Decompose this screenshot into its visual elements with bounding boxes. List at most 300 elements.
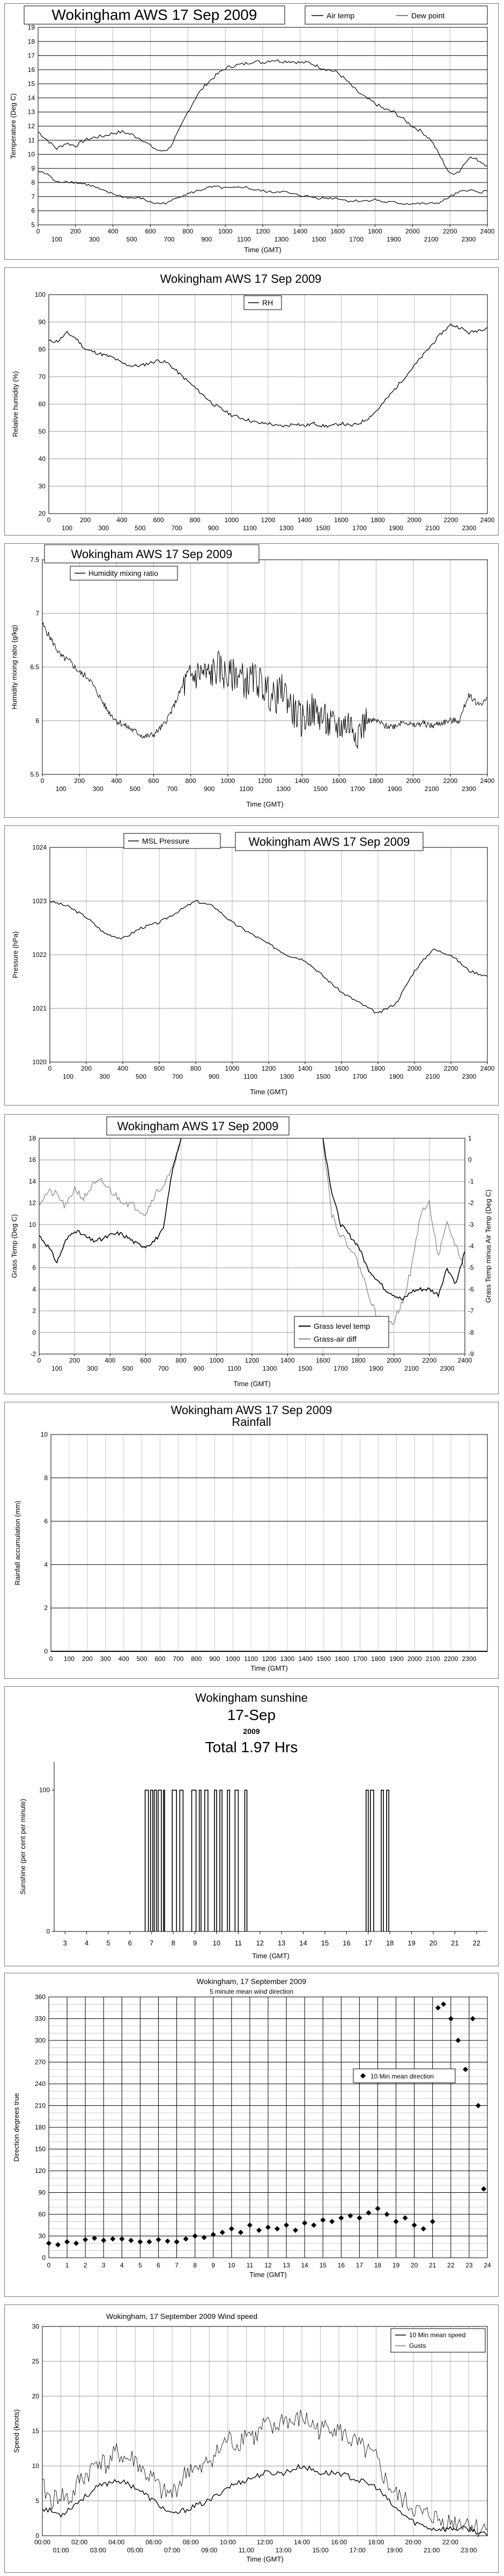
- pressure-ytick-3: 1023: [32, 897, 47, 905]
- sun-bar-15: [366, 1790, 368, 1931]
- sunshine-chart: [4, 1686, 499, 1966]
- temp-xlabel: Time (GMT): [244, 246, 281, 254]
- grass-xtick-bottom-5: 1100: [227, 1365, 241, 1372]
- wind-dir-point-36: [375, 2206, 381, 2211]
- temp-ylabel: Temperature (Deg C): [9, 93, 17, 159]
- pressure-xtick-top-6: 1200: [261, 1065, 276, 1072]
- rain-xtick-0: 0: [49, 1655, 53, 1663]
- pressure-xtick-top-12: 2400: [480, 1065, 495, 1072]
- temp-ytick-12: 17: [27, 52, 35, 60]
- grass-ytick-right-10: 1: [468, 1135, 472, 1142]
- temp-xtick-bottom-5: 1100: [237, 236, 251, 243]
- temp-ytick-7: 12: [27, 122, 35, 130]
- rain-title: Wokingham AWS 17 Sep 2009: [171, 1403, 332, 1417]
- wind-speed-xtick-bottom-1: 03:00: [90, 2546, 106, 2554]
- wind-dir-point-37: [384, 2212, 390, 2217]
- wind-dir-ytick-2: 60: [38, 2211, 46, 2218]
- grass-xtick-bottom-6: 1300: [262, 1365, 277, 1372]
- temp-xtick-bottom-10: 2100: [424, 236, 439, 243]
- mix-ytick-0: 5.5: [30, 771, 39, 778]
- pressure-xtick-bottom-6: 1300: [279, 1073, 294, 1080]
- grass-xtick-top-8: 1600: [315, 1357, 330, 1364]
- wind-dir-ytick-9: 270: [34, 2058, 46, 2066]
- temp-title: Wokingham AWS 17 Sep 2009: [51, 6, 257, 23]
- rain-xtick-22: 2200: [443, 1655, 458, 1663]
- wind-dir-point-5: [92, 2236, 97, 2241]
- rain-xtick-14: 1400: [298, 1655, 313, 1663]
- pressure-xtick-top-4: 800: [190, 1065, 202, 1072]
- rain-xtick-16: 1600: [335, 1655, 350, 1663]
- wind-dir-ylabel: Direction degrees true: [12, 2093, 20, 2162]
- mix-xtick-bottom-0: 100: [55, 785, 66, 793]
- wind-dir-point-43: [435, 2005, 441, 2010]
- grass-ylabel-right: Grass Temp minus Air Temp (Deg C): [484, 1189, 492, 1303]
- temp-ytick-13: 18: [27, 38, 35, 46]
- pressure-xtick-top-5: 1000: [225, 1065, 240, 1072]
- pressure-xtick-top-8: 1600: [334, 1065, 349, 1072]
- wind-speed-xtick-top-11: 22:00: [442, 2538, 458, 2546]
- wind-dir-point-7: [110, 2236, 115, 2242]
- wind-dir-xtick-20: 20: [410, 2262, 418, 2269]
- sun-bar-14: [245, 1790, 247, 1931]
- wind-dir-ytick-10: 300: [34, 2037, 46, 2044]
- sun-xtick-3: 6: [128, 1939, 132, 1947]
- rh-xtick-19: 1900: [389, 524, 403, 532]
- rh-xtick-24: 2400: [480, 516, 495, 524]
- wind-dir-point-45: [448, 2016, 454, 2022]
- wind-speed-xtick-bottom-3: 07:00: [164, 2546, 181, 2554]
- sun-xtick-14: 17: [364, 1939, 373, 1947]
- relative-humidity-chart-svg: [5, 268, 498, 535]
- rain-xtick-10: 1000: [225, 1655, 240, 1663]
- pressure-xlabel: Time (GMT): [250, 1088, 287, 1096]
- wind-direction-chart-svg: [5, 1973, 498, 2296]
- wind-dir-ytick-6: 180: [34, 2124, 46, 2131]
- rh-ylabel: Relative humidity (%): [11, 371, 19, 437]
- wind-dir-point-41: [421, 2226, 426, 2231]
- wind-dir-point-3: [73, 2241, 79, 2246]
- mix-xtick-top-10: 2000: [406, 777, 421, 785]
- pressure-xtick-bottom-3: 700: [172, 1073, 183, 1080]
- mix-title: Wokingham AWS 17 Sep 2009: [71, 547, 233, 561]
- mix-xtick-top-3: 600: [148, 777, 159, 785]
- wind-dir-xtick-3: 3: [101, 2262, 106, 2269]
- sun-xtick-15: 18: [386, 1939, 394, 1947]
- rh-xtick-23: 2300: [462, 524, 477, 532]
- sun-bar-6: [180, 1790, 183, 1931]
- temp-legend-label-0: Air temp: [327, 11, 355, 20]
- grass-xtick-top-7: 1400: [280, 1357, 295, 1364]
- wind-dir-xtick-18: 18: [374, 2262, 382, 2269]
- mix-xtick-top-0: 0: [40, 777, 45, 785]
- grass-ytick-3: 4: [32, 1285, 36, 1293]
- sun-xtick-5: 8: [171, 1939, 175, 1947]
- wind-speed-xtick-top-8: 16:00: [331, 2538, 347, 2546]
- wind-speed-chart-svg: [5, 2305, 498, 2572]
- temp-xtick-top-3: 600: [145, 228, 156, 235]
- wind-dir-xtick-15: 15: [319, 2262, 327, 2269]
- wind-dir-point-0: [46, 2241, 51, 2246]
- wind-direction-chart: [4, 1973, 499, 2297]
- mix-ytick-2: 6.5: [30, 663, 39, 671]
- wind-dir-xtick-6: 6: [157, 2262, 160, 2269]
- grass-xtick-bottom-0: 100: [51, 1365, 63, 1372]
- wind-dir-xtick-22: 22: [447, 2262, 455, 2269]
- sun-xtick-11: 14: [299, 1939, 307, 1947]
- mix-xtick-bottom-11: 2300: [462, 785, 476, 793]
- rh-xtick-2: 200: [80, 516, 91, 524]
- wind-speed-xtick-bottom-5: 11:00: [238, 2546, 254, 2554]
- wind-dir-point-18: [211, 2232, 216, 2237]
- grass-xtick-top-2: 400: [105, 1357, 116, 1364]
- mix-xtick-bottom-10: 2100: [424, 785, 439, 793]
- wind-dir-subtitle: 5 minute mean wind direction: [209, 1988, 294, 1995]
- mix-series-0-line: [42, 623, 487, 749]
- wind-dir-point-9: [128, 2238, 134, 2243]
- wind-speed-title: Wokingham, 17 September 2009 Wind speed: [106, 2312, 258, 2321]
- temp-xtick-bottom-1: 300: [88, 236, 100, 243]
- pressure-ytick-4: 1024: [32, 844, 47, 851]
- grass-temperature-chart-svg: [5, 1115, 498, 1394]
- temp-xtick-bottom-9: 1900: [387, 236, 401, 243]
- wind-dir-point-32: [338, 2215, 344, 2221]
- wind-speed-ytick-1: 5: [35, 2497, 39, 2505]
- pressure-xtick-top-7: 1400: [298, 1065, 313, 1072]
- sunshine-chart-svg: [5, 1687, 498, 1966]
- rain-xtick-21: 2100: [425, 1655, 440, 1663]
- wind-dir-xtick-8: 8: [193, 2262, 197, 2269]
- pressure-xtick-bottom-4: 900: [208, 1073, 220, 1080]
- rain-xtick-11: 1100: [244, 1655, 258, 1663]
- rain-ytick-3: 6: [44, 1517, 48, 1525]
- wind-dir-xtick-11: 11: [246, 2262, 254, 2269]
- temp-xtick-top-0: 0: [36, 228, 40, 235]
- wind-dir-point-49: [476, 2103, 481, 2109]
- wind-speed-ytick-6: 30: [32, 2323, 39, 2330]
- temp-ytick-14: 19: [27, 24, 35, 31]
- wind-speed-xtick-bottom-4: 09:00: [201, 2546, 218, 2554]
- wind-speed-xtick-top-10: 20:00: [405, 2538, 421, 2546]
- grass-xtick-bottom-9: 1900: [369, 1365, 383, 1372]
- mix-xtick-bottom-5: 1100: [239, 785, 254, 793]
- wind-dir-point-15: [183, 2236, 189, 2242]
- sun-bar-7: [192, 1790, 196, 1931]
- wind-dir-point-11: [146, 2239, 152, 2244]
- sun-bar-10: [214, 1790, 217, 1931]
- pressure-ytick-2: 1022: [32, 951, 47, 958]
- sun-ytick-0: 0: [46, 1928, 50, 1935]
- temp-xtick-top-8: 1600: [330, 228, 345, 235]
- rain-xtick-3: 300: [100, 1655, 111, 1663]
- sun-date: 17-Sep: [227, 1707, 276, 1723]
- sun-bar-5: [172, 1790, 176, 1931]
- grass-ytick-right-0: -9: [468, 1350, 474, 1358]
- rain-xtick-18: 1800: [371, 1655, 386, 1663]
- wind-dir-point-23: [256, 2228, 262, 2233]
- pressure-xtick-top-9: 1800: [370, 1065, 386, 1072]
- sun-bar-11: [220, 1790, 222, 1931]
- wind-speed-ytick-4: 20: [32, 2392, 39, 2400]
- temp-xtick-bottom-7: 1500: [312, 236, 327, 243]
- pressure-xtick-bottom-2: 500: [135, 1073, 147, 1080]
- wind-dir-point-47: [463, 2067, 468, 2072]
- rain-xtick-13: 1300: [280, 1655, 295, 1663]
- grass-xtick-bottom-4: 900: [193, 1365, 204, 1372]
- mix-xtick-top-6: 1200: [257, 777, 272, 785]
- pressure-xtick-bottom-11: 2300: [462, 1073, 477, 1080]
- sun-xtick-8: 11: [234, 1939, 242, 1947]
- wind-dir-point-48: [470, 2016, 476, 2022]
- mix-xtick-bottom-7: 1500: [313, 785, 328, 793]
- pressure-xtick-bottom-10: 2100: [425, 1073, 440, 1080]
- temp-xtick-top-10: 2000: [405, 228, 420, 235]
- pressure-ytick-1: 1021: [32, 1005, 47, 1012]
- wind-dir-legend-label-0: 10 Min mean direction: [370, 2073, 434, 2080]
- rain-subtitle: Rainfall: [232, 1415, 271, 1429]
- wind-dir-point-38: [394, 2219, 399, 2224]
- mix-xtick-top-1: 200: [74, 777, 85, 785]
- grass-ytick-7: 12: [28, 1199, 36, 1207]
- rainfall-chart-svg: [5, 1402, 498, 1678]
- wind-dir-point-17: [202, 2235, 207, 2240]
- rh-xtick-4: 400: [116, 516, 128, 524]
- temp-ytick-11: 16: [27, 65, 35, 74]
- grass-legend-label-0: Grass level temp: [314, 1322, 370, 1330]
- sun-xlabel: Time (GMT): [252, 1952, 290, 1960]
- relative-humidity-chart: [4, 267, 499, 536]
- rain-ytick-0: 0: [44, 1648, 48, 1655]
- temp-ytick-5: 10: [27, 150, 35, 158]
- grass-ytick-right-1: -8: [468, 1328, 474, 1336]
- wind-dir-xtick-21: 21: [429, 2262, 436, 2269]
- grass-title: Wokingham AWS 17 Sep 2009: [117, 1119, 279, 1133]
- sun-title: Wokingham sunshine: [195, 1691, 308, 1704]
- wind-dir-ytick-8: 240: [34, 2080, 46, 2088]
- grass-xtick-bottom-1: 300: [87, 1365, 98, 1372]
- temp-xtick-bottom-3: 700: [164, 236, 175, 243]
- sun-bar-13: [235, 1790, 238, 1931]
- wind-dir-point-42: [430, 2219, 435, 2224]
- rh-xtick-7: 700: [171, 524, 182, 532]
- temp-legend-label-1: Dew point: [411, 11, 445, 20]
- sun-bar-17: [381, 1790, 383, 1931]
- mix-xtick-top-12: 2400: [480, 777, 495, 785]
- wind-dir-point-10: [137, 2239, 143, 2244]
- grass-xtick-top-0: 0: [37, 1357, 41, 1364]
- rh-ytick-1: 30: [38, 482, 46, 490]
- pressure-legend-label-0: MSL Pressure: [142, 837, 190, 845]
- wind-speed-ytick-3: 15: [32, 2427, 39, 2435]
- temp-ytick-3: 8: [31, 179, 35, 187]
- wind-dir-xtick-13: 13: [283, 2262, 290, 2269]
- pressure-xtick-top-10: 2000: [407, 1065, 422, 1072]
- rain-xtick-5: 500: [136, 1655, 147, 1663]
- grass-xtick-top-9: 1800: [351, 1357, 366, 1364]
- mix-xtick-bottom-1: 300: [92, 785, 103, 793]
- wind-speed-xtick-top-6: 12:00: [256, 2538, 273, 2546]
- temp-xtick-bottom-0: 100: [51, 236, 62, 243]
- wind-dir-point-46: [455, 2038, 461, 2043]
- pressure-xtick-bottom-8: 1700: [352, 1073, 367, 1080]
- mix-ytick-4: 7.5: [30, 556, 39, 564]
- rh-xtick-21: 2100: [425, 524, 440, 532]
- grass-ylabel: Grass Temp (Deg C): [10, 1214, 18, 1278]
- rain-xtick-23: 2300: [462, 1655, 477, 1663]
- wind-dir-point-20: [229, 2226, 234, 2231]
- wind-dir-point-39: [403, 2215, 408, 2221]
- rh-xtick-22: 2200: [443, 516, 458, 524]
- wind-dir-ytick-11: 330: [34, 2015, 46, 2023]
- wind-dir-xtick-0: 0: [47, 2262, 51, 2269]
- temp-xtick-top-11: 2200: [442, 228, 457, 235]
- rainfall-chart: [4, 1402, 499, 1679]
- rh-xtick-15: 1500: [315, 524, 330, 532]
- sun-bar-18: [387, 1790, 389, 1931]
- grass-ytick-1: 0: [32, 1328, 36, 1336]
- sun-bar-3: [158, 1790, 161, 1931]
- wind-dir-ytick-3: 90: [38, 2189, 46, 2197]
- wind-dir-ytick-1: 30: [38, 2232, 46, 2240]
- wind-dir-point-8: [119, 2236, 124, 2242]
- mix-xtick-top-11: 2200: [443, 777, 458, 785]
- wind-dir-point-19: [220, 2230, 225, 2235]
- wind-speed-chart: [4, 2304, 499, 2573]
- wind-speed-xtick-top-4: 08:00: [182, 2538, 199, 2546]
- temp-xtick-top-4: 800: [182, 228, 194, 235]
- grass-ytick-right-7: -2: [468, 1199, 474, 1207]
- wind-dir-point-30: [320, 2218, 325, 2223]
- grass-ytick-6: 10: [28, 1220, 36, 1228]
- wind-dir-point-1: [55, 2242, 61, 2248]
- wind-speed-xtick-bottom-6: 13:00: [275, 2546, 292, 2554]
- wind-dir-ytick-7: 210: [34, 2102, 46, 2110]
- grass-xtick-bottom-8: 1700: [333, 1365, 348, 1372]
- mix-xtick-bottom-9: 1900: [387, 785, 402, 793]
- pressure-xtick-top-2: 400: [117, 1065, 129, 1072]
- sun-xtick-19: 22: [472, 1939, 481, 1947]
- wind-dir-xtick-1: 1: [65, 2262, 69, 2269]
- grass-xtick-bottom-2: 500: [122, 1365, 134, 1372]
- temp-xtick-bottom-11: 2300: [461, 236, 476, 243]
- rh-ytick-0: 20: [38, 510, 46, 517]
- rh-xtick-14: 1400: [297, 516, 312, 524]
- wind-dir-xtick-10: 10: [228, 2262, 235, 2269]
- rain-xtick-6: 600: [154, 1655, 166, 1663]
- wind-speed-xtick-bottom-11: 23:00: [461, 2546, 477, 2554]
- grass-xtick-top-10: 2000: [387, 1357, 402, 1364]
- sun-bar-9: [205, 1790, 208, 1931]
- grass-legend-label-1: Grass-air diff: [314, 1335, 357, 1343]
- sun-xtick-10: 13: [277, 1939, 286, 1947]
- sun-bar-2: [154, 1790, 157, 1931]
- sun-xtick-4: 7: [150, 1939, 154, 1947]
- temp-xtick-top-5: 1000: [218, 228, 233, 235]
- wind-dir-point-29: [311, 2222, 316, 2228]
- mix-xlabel: Time (GMT): [246, 800, 284, 808]
- wind-dir-ytick-12: 360: [34, 1993, 46, 2001]
- mix-xtick-bottom-8: 1700: [350, 785, 365, 793]
- wind-dir-ytick-0: 0: [42, 2254, 46, 2262]
- wind-dir-point-34: [357, 2215, 362, 2221]
- wind-dir-xtick-7: 7: [175, 2262, 179, 2269]
- wind-dir-xtick-9: 9: [211, 2262, 216, 2269]
- wind-dir-xtick-5: 5: [138, 2262, 142, 2269]
- rh-xtick-17: 1700: [352, 524, 367, 532]
- rain-xtick-7: 700: [173, 1655, 184, 1663]
- wind-speed-xtick-top-7: 14:00: [294, 2538, 310, 2546]
- wind-dir-point-44: [441, 2002, 446, 2007]
- temp-ytick-2: 7: [31, 193, 35, 201]
- wind-speed-ytick-0: 0: [35, 2532, 39, 2540]
- rh-xtick-11: 1100: [243, 524, 257, 532]
- temperature-chart: [4, 3, 499, 260]
- temp-xtick-top-12: 2400: [480, 228, 495, 235]
- wind-dir-point-24: [265, 2224, 271, 2230]
- grass-temperature-chart: [4, 1114, 499, 1394]
- temp-xtick-top-1: 200: [70, 228, 81, 235]
- grass-ytick-right-4: -5: [468, 1264, 474, 1272]
- wind-speed-xtick-bottom-10: 21:00: [424, 2546, 440, 2554]
- sun-bar-12: [227, 1790, 229, 1931]
- mixing-ratio-chart-svg: [5, 544, 498, 817]
- rh-xtick-0: 0: [47, 516, 51, 524]
- grass-ytick-right-8: -1: [468, 1177, 474, 1185]
- wind-speed-ylabel: Speed (knots): [12, 2409, 20, 2453]
- rh-ytick-2: 40: [38, 455, 46, 463]
- rh-xtick-1: 100: [62, 524, 73, 532]
- mix-xtick-top-5: 1000: [220, 777, 235, 785]
- rain-xtick-12: 1200: [262, 1655, 277, 1663]
- temp-ytick-1: 6: [31, 207, 35, 215]
- rain-ytick-1: 2: [44, 1604, 48, 1612]
- wind-speed-xtick-top-3: 06:00: [145, 2538, 162, 2546]
- rh-xtick-10: 1000: [224, 516, 239, 524]
- sun-bar-1: [151, 1790, 153, 1931]
- wind-dir-ytick-5: 150: [34, 2145, 46, 2153]
- pressure-ylabel: Pressure (hPa): [11, 931, 19, 978]
- temp-xtick-top-2: 400: [107, 228, 118, 235]
- wind-speed-xtick-top-5: 10:00: [219, 2538, 236, 2546]
- temp-ytick-0: 5: [31, 221, 35, 229]
- wind-dir-point-25: [275, 2226, 280, 2231]
- rh-xtick-8: 800: [189, 516, 201, 524]
- rain-xtick-9: 900: [209, 1655, 220, 1663]
- wind-dir-point-50: [481, 2186, 486, 2192]
- pressure-xtick-bottom-7: 1500: [316, 1073, 331, 1080]
- grass-ytick-right-5: -4: [468, 1242, 474, 1250]
- grass-xlabel: Time (GMT): [233, 1380, 271, 1388]
- wind-dir-point-6: [101, 2238, 106, 2243]
- rain-xtick-17: 1700: [353, 1655, 367, 1663]
- rh-ytick-3: 50: [38, 428, 46, 435]
- grass-xtick-top-3: 600: [140, 1357, 151, 1364]
- mix-xtick-bottom-6: 1300: [276, 785, 291, 793]
- wind-dir-point-4: [83, 2237, 88, 2242]
- rh-title: Wokingham AWS 17 Sep 2009: [160, 272, 322, 286]
- sun-ylabel: Sunshine (per cent per minute): [19, 1798, 27, 1895]
- sun-xtick-6: 9: [192, 1939, 197, 1947]
- wind-speed-xtick-top-9: 18:00: [368, 2538, 384, 2546]
- pressure-xtick-bottom-1: 300: [99, 1073, 110, 1080]
- wind-speed-xtick-bottom-2: 05:00: [127, 2546, 143, 2554]
- wind-dir-point-26: [284, 2222, 289, 2228]
- grass-ytick-right-3: -6: [468, 1285, 474, 1293]
- grass-xtick-bottom-3: 700: [158, 1365, 169, 1372]
- pressure-xtick-bottom-0: 100: [62, 1073, 74, 1080]
- wind-speed-xtick-bottom-8: 17:00: [349, 2546, 366, 2554]
- pressure-title: Wokingham AWS 17 Sep 2009: [248, 835, 410, 848]
- wind-speed-legend-label-1: Gusts: [409, 2342, 426, 2350]
